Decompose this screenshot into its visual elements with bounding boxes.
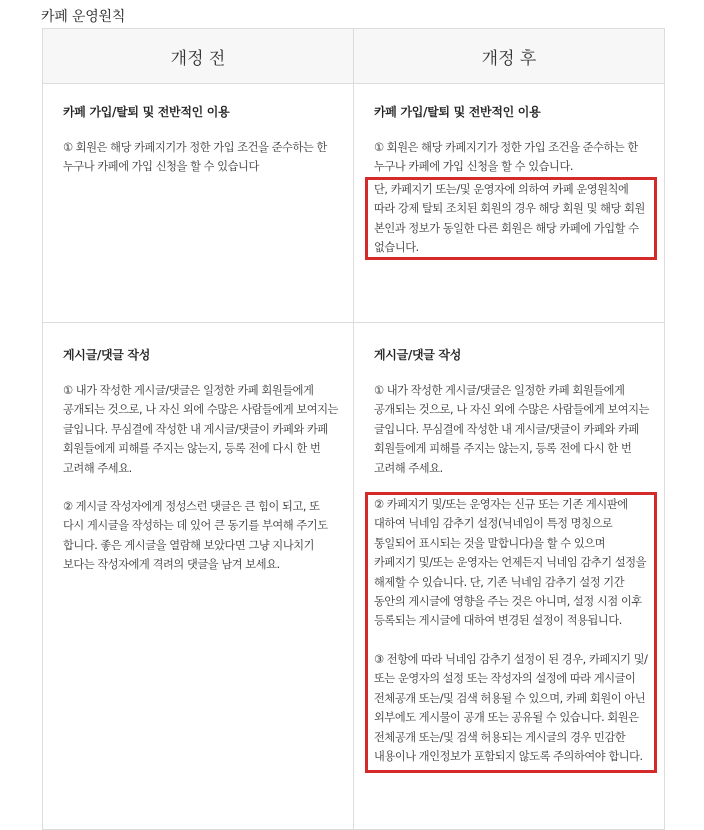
table-row: [43, 323, 665, 830]
cell-before-membership: [43, 84, 354, 323]
section-title: 카페 가입/탈퇴 및 전반적인 이용: [63, 105, 230, 119]
section-title: 게시글/댓글 작성: [63, 348, 151, 362]
comparison-table: [42, 28, 665, 830]
revision-highlight-box: [365, 492, 657, 773]
cell-before-posts: [43, 323, 354, 830]
header-before: 개정 전: [43, 29, 354, 84]
clause-1: ① 내가 작성한 게시글/댓글은 일정한 카페 회원들에게 공개되는 것으로, 나 자신 외에 수많은 사람들에게 보여지는 글입니다. 무심결에 작성한 내 게시글/댓글이 카페와 카페 회원들에게 피해를 주지는 않는지, 등록 전에 다시 한 번 고려해 주세요.: [63, 384, 339, 475]
revision-highlight-box: [365, 177, 657, 261]
table-row: [43, 84, 665, 323]
clause-2: ② 게시글 작성자에게 정성스런 댓글은 큰 힘이 되고, 또 다시 게시글을 작성하는 데 있어 큰 동기를 부여해 주기도 합니다. 좋은 게시글을 열람해 보았다면 그냥 지나치기 보다는 작성자에게 격려의 댓글을 남겨 보세요.: [63, 500, 328, 572]
added-clause: 단, 카페지기 또는/및 운영자에 의하여 카페 운영원칙에 따라 강제 탈퇴 조치된 회원의 경우 해당 회원 및 해당 회원 본인과 정보가 동일한 다른 회원은 해당 카페에 가입할 수 없습니다.: [374, 182, 645, 255]
clause-2: ② 카페지기 및/또는 운영자는 신규 또는 기존 게시판에 대하여 닉네임 감추기 설정(닉네임이 특정 명칭으로 통일되어 표시되는 것을 말합니다)을 할 수 있으며 카페지기 및/또는 운영자는 언제든지 닉네임 감추기 설정을 해제할 수 있습니다. 단, 기존 닉네임 감추기 설정 기간 동안의 게시글에 영향을 주는 것은 아니며, 설정 시점 이후 등록되는 게시글에 대하여 변경된 설정이 적용됩니다.: [374, 498, 647, 628]
header-after: 개정 후: [354, 29, 665, 84]
clause-1: ① 회원은 해당 카페지기가 정한 가입 조건을 준수하는 한 누구나 카페에 가입 신청을 할 수 있습니다: [63, 141, 327, 174]
clause-3: ③ 전항에 따라 닉네임 감추기 설정이 된 경우, 카페지기 및/또는 운영자의 설정 또는 작성자의 설정에 따라 게시글이 전체공개 또는/및 검색 허용될 수 있으며, 카페 회원이 아닌 외부에도 게시물이 공개 또는 공유될 수 있습니다. 회원은 전체공개 또는/및 검색 허용되는 게시글의 경우 민감한 내용이나 개인정보가 포함되지 않도록 주의하여야 합니다.: [374, 652, 648, 763]
page-title: 카페 운영원칙: [41, 9, 126, 25]
section-title: 카페 가입/탈퇴 및 전반적인 이용: [374, 105, 541, 119]
clause-1: ① 회원은 해당 카페지기가 정한 가입 조건을 준수하는 한 누구나 카페에 가입 신청을 할 수 있습니다.: [374, 141, 638, 174]
clause-1: ① 내가 작성한 게시글/댓글은 일정한 카페 회원들에게 공개되는 것으로, 나 자신 외에 수많은 사람들에게 보여지는 글입니다. 무심결에 작성한 내 게시글/댓글이 카페와 카페 회원들에게 피해를 주지는 않는지, 등록 전에 다시 한 번 고려해 주세요.: [374, 384, 650, 475]
cell-after-membership: [354, 84, 665, 323]
section-title: 게시글/댓글 작성: [374, 348, 462, 362]
cell-after-posts: [354, 323, 665, 830]
